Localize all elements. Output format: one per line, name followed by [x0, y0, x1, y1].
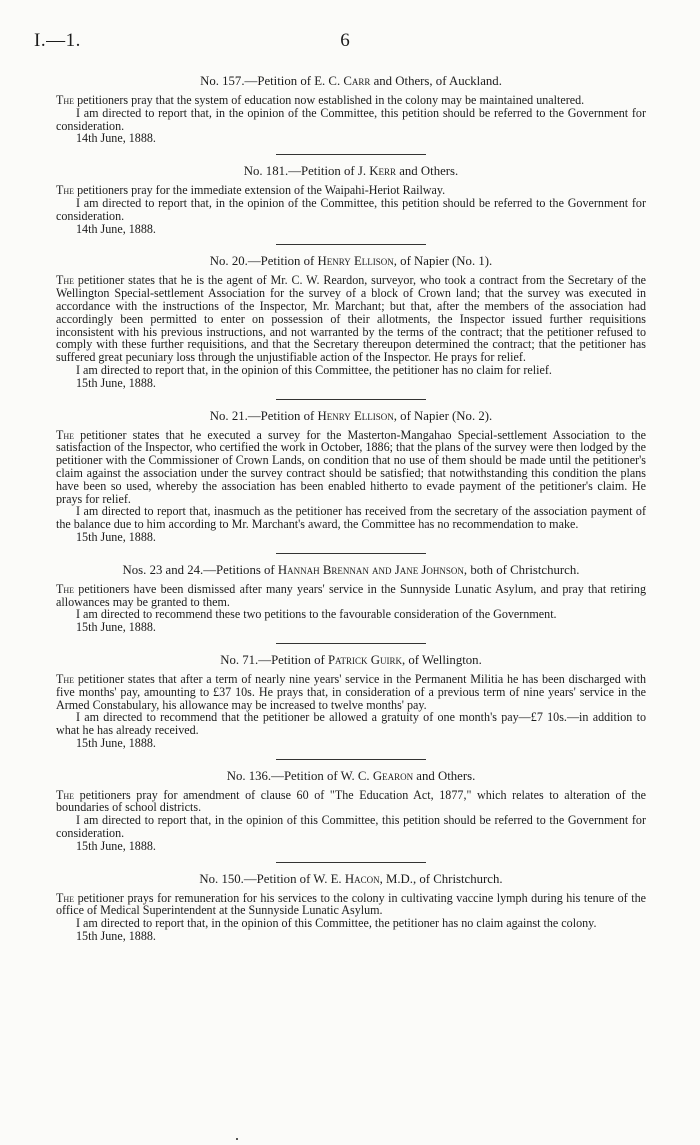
- prayer-lead: The: [56, 671, 75, 686]
- print-speck: [236, 1138, 238, 1140]
- petition-title: [56, 563, 646, 578]
- petition-number: Nos. 23 and 24.: [122, 562, 204, 577]
- petition-prayer: [56, 583, 646, 609]
- report-date: 15th June, 1888.: [76, 838, 156, 853]
- prayer-text: petitioners pray that the system of education now established in the colony may be maintained unaltered.: [74, 93, 585, 107]
- prayer-lead: The: [56, 183, 75, 198]
- petition-title: [56, 164, 646, 179]
- petition-prayer: [56, 789, 646, 815]
- petition-prayer: [56, 429, 646, 506]
- prayer-text: petitioner states that he executed a survey for the Masterton-Mangahao Special-settlement Association to the satisfaction of the Inspector, who certified the work in October, 1886; that the plans of the survey were then lodged by the petitioner with the Commissioner of Crown Lands, on condition that no use of them should be made until the petitioner's claim against the association under the survey contract should be satisfied; that notwithstanding this condition the plans have been so used, whereby the association has been enabled hitherto to evade payment of the petitioner's claim. He prays for relief.: [56, 427, 646, 506]
- petition-list: [56, 74, 646, 943]
- petitioner-name: Kerr: [369, 164, 397, 179]
- paper-reference: I.—1.: [34, 30, 81, 51]
- prayer-text: petitioner prays for remuneration for his services to the colony in cultivating vaccine lymph during his tenure of the office of Medical Superintendent at the Sunnyside Lunatic Asylum.: [56, 890, 646, 918]
- prayer-text: petitioners have been dismissed after many years' service in the Sunnyside Lunatic Asylum, and pray that retiring allowances may be granted to them.: [56, 581, 646, 609]
- committee-report: I am directed to report that, in the opinion of this Committee, the petitioner has no claim against the colony.: [76, 916, 597, 931]
- report-date: 15th June, 1888.: [76, 529, 156, 544]
- petition-caption-post: , both of Christchurch.: [463, 562, 580, 577]
- petition-prayer: [56, 94, 646, 107]
- petition-caption-post: and Others.: [396, 164, 459, 179]
- petitioner-name: Patrick Guirk: [327, 652, 402, 667]
- petitioner-name: Henry Ellison: [317, 254, 394, 269]
- committee-report: I am directed to report that, in the opinion of the Committee, this petition should be referred to the Government for consideration.: [56, 105, 646, 133]
- prayer-lead: The: [56, 93, 75, 107]
- petition-caption-pre: —Petition of: [247, 408, 318, 423]
- report-date: 15th June, 1888.: [76, 375, 156, 390]
- prayer-text: petitioners pray for the immediate extension of the Waipahi-Heriot Railway.: [74, 183, 446, 198]
- section-rule: [276, 759, 426, 760]
- petition-caption-post: , M.D., of Christchurch.: [379, 871, 503, 886]
- petitioner-name: Hacon: [344, 871, 380, 886]
- petition-caption-post: , of Wellington.: [402, 652, 482, 667]
- prayer-lead: The: [56, 427, 75, 442]
- petition-entry: [56, 872, 646, 943]
- petition-number: No. 21.: [209, 408, 248, 423]
- prayer-lead: The: [56, 581, 75, 596]
- petition-caption-pre: —Petition of J.: [288, 164, 370, 179]
- petitioner-name: Hannah Brennan and Jane Johnson: [277, 562, 464, 577]
- petition-title: [56, 409, 646, 424]
- prayer-text: petitioner states that after a term of nearly nine years' service in the Permanent Militia he has been discharged with five months' pay, amounting to £37 10s. He prays that, in consideration of a previous term of nine years' service in the Armed Constabulary, his allowance may be increased to twelve months' pay.: [56, 671, 646, 712]
- report-date: 14th June, 1888.: [76, 221, 156, 236]
- section-rule: [276, 862, 426, 863]
- section-rule: [276, 399, 426, 400]
- report-date: 15th June, 1888.: [76, 620, 156, 635]
- report-date: 15th June, 1888.: [76, 735, 156, 750]
- petition-caption-pre: —Petition of: [258, 652, 328, 667]
- page-number: 6: [340, 30, 350, 51]
- page-header: [34, 30, 656, 56]
- petition-number: No. 150.: [199, 871, 244, 886]
- petition-title: [56, 872, 646, 887]
- petition-prayer: [56, 892, 646, 918]
- petition-caption-pre: —Petition of W. C.: [271, 768, 373, 783]
- prayer-text: petitioner states that he is the agent of Mr. C. W. Reardon, surveyor, who took a contract from the Secretary of the Wellington Special-settlement Association for the survey of a block of Crown land; that the survey was executed in accordance with the instructions of the Inspector, Mr. Marchant; but that, after the members of the association had accordingly been permitted to enter on possession of their allotments, the Inspector issued further requisitions inconsistent with his previous instructions, and not warranted by the terms of the contract; that the petitioner refused to comply with these further requisitions, and that the Secretary thereupon determined the contract; that the petitioner has suffered great pecuniary loss through the unjustifiable action of the Inspector. He prays for relief.: [56, 273, 646, 365]
- prayer-lead: The: [56, 787, 75, 802]
- petition-number: No. 20.: [209, 254, 248, 269]
- petition-caption-post: , of Napier (No. 1).: [393, 254, 493, 269]
- petitioner-name: Gearon: [372, 768, 414, 783]
- prayer-text: petitioners pray for amendment of clause 60 of "The Education Act, 1877," which relates to alteration of the boundaries of school districts.: [56, 787, 646, 815]
- prayer-lead: The: [56, 890, 75, 905]
- committee-report: I am directed to report that, in the opinion of this Committee, this petition should be referred to the Government for consideration.: [56, 813, 646, 841]
- petition-entry: [56, 769, 646, 853]
- report-date: 14th June, 1888.: [76, 131, 156, 146]
- petition-caption-pre: —Petition of E. C.: [244, 74, 344, 88]
- petition-caption-pre: —Petition of: [247, 254, 318, 269]
- section-rule: [276, 643, 426, 644]
- committee-report: I am directed to report that, in the opinion of the Committee, this petition should be referred to the Government for consideration.: [56, 195, 646, 223]
- petition-entry: [56, 254, 646, 389]
- petition-entry: [56, 74, 646, 145]
- petition-number: No. 136.: [226, 768, 272, 783]
- petition-entry: [56, 563, 646, 634]
- petition-prayer: [56, 673, 646, 711]
- petition-caption-pre: —Petitions of: [203, 562, 278, 577]
- petition-number: No. 181.: [243, 164, 289, 179]
- petition-number: No. 71.: [220, 652, 259, 667]
- petitioner-name: Carr: [343, 74, 371, 88]
- petition-title: [56, 769, 646, 784]
- committee-report: I am directed to report that, inasmuch as the petitioner has received from the secretary of the association payment of the balance due to him according to Mr. Marchant's award, the Committee has no recommendation to make.: [56, 504, 646, 532]
- petition-caption-pre: —Petition of W. E.: [243, 871, 345, 886]
- petition-caption-post: and Others.: [413, 768, 476, 783]
- petition-title: [56, 74, 646, 89]
- petition-number: No. 157.: [200, 74, 245, 88]
- section-rule: [276, 244, 426, 245]
- petition-title: [56, 254, 646, 269]
- petition-title: [56, 653, 646, 668]
- committee-report: I am directed to recommend these two petitions to the favourable consideration of the Government.: [76, 607, 557, 622]
- committee-report: I am directed to report that, in the opinion of this Committee, the petitioner has no claim for relief.: [76, 362, 552, 377]
- section-rule: [276, 154, 426, 155]
- committee-report: I am directed to recommend that the petitioner be allowed a gratuity of one month's pay—£7 10s.—in addition to what he has already received.: [56, 710, 646, 738]
- petition-entry: [56, 409, 646, 544]
- petition-entry: [56, 653, 646, 750]
- petitioner-name: Henry Ellison: [317, 408, 394, 423]
- report-date: 15th June, 1888.: [76, 929, 156, 944]
- petition-entry: [56, 164, 646, 235]
- petition-prayer: [56, 274, 646, 364]
- petition-caption-post: , of Napier (No. 2).: [393, 408, 493, 423]
- petition-caption-post: and Others, of Auckland.: [370, 74, 502, 88]
- prayer-lead: The: [56, 273, 75, 288]
- section-rule: [276, 553, 426, 554]
